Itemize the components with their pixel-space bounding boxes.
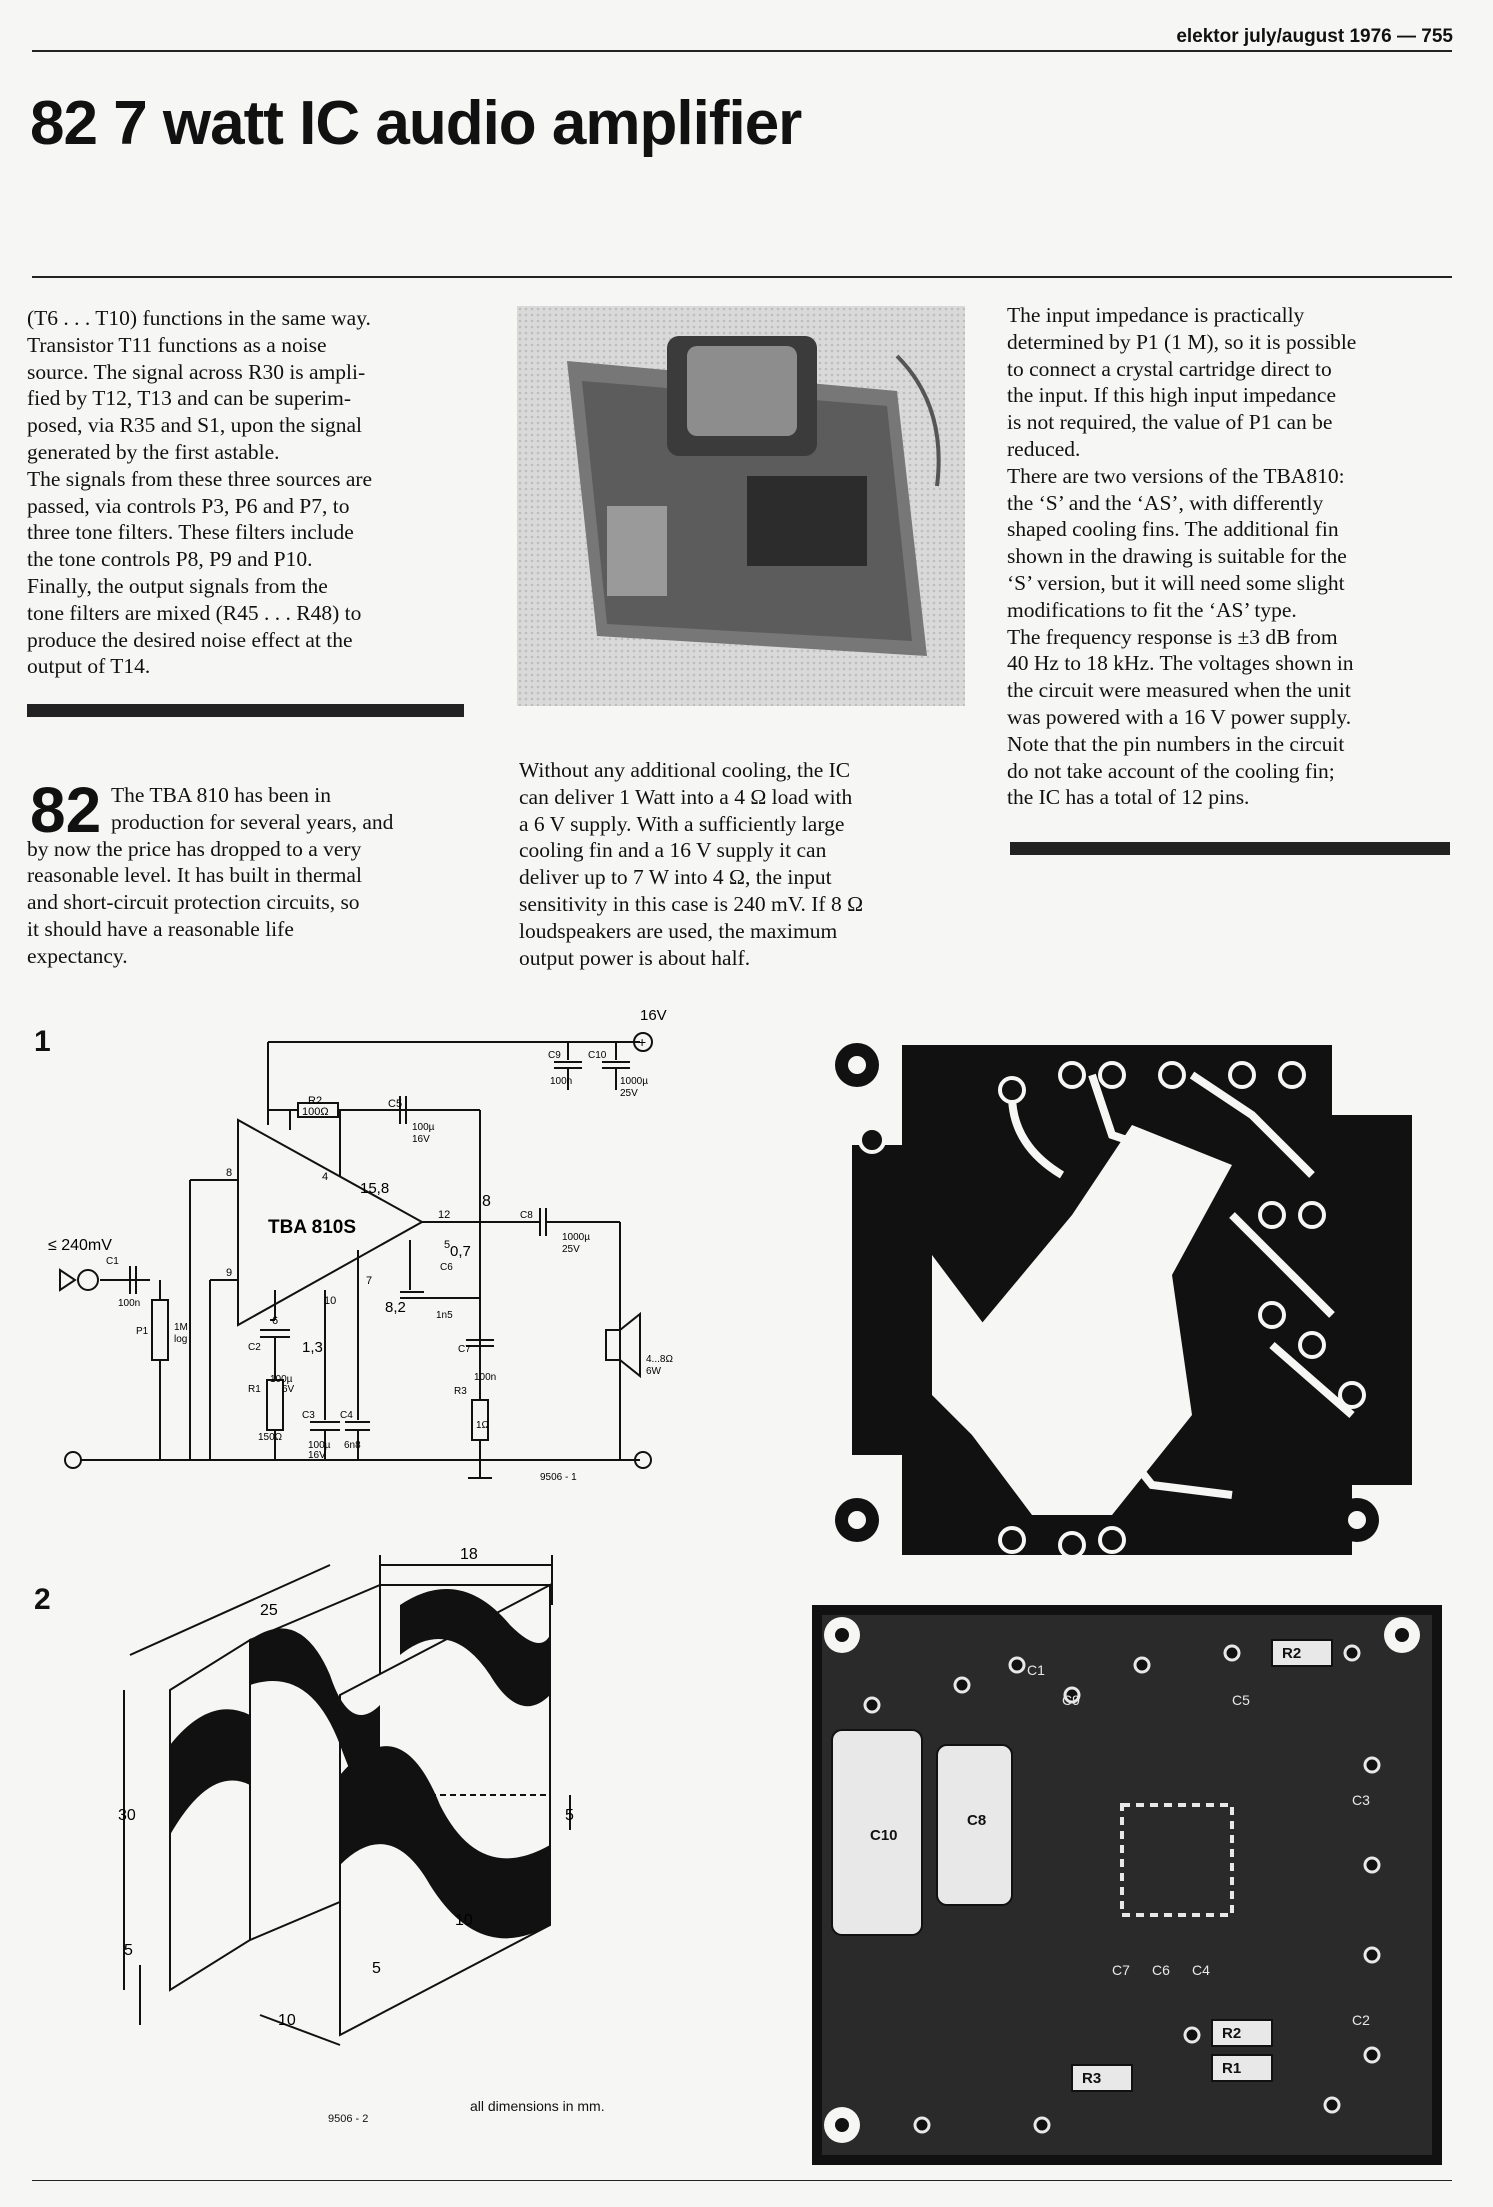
text-line: The signals from these three sources are [27, 466, 373, 491]
text-line: sensitivity in this case is 240 mV. If 8 Ω [519, 891, 864, 916]
text-line: was powered with a 16 V power supply. [1007, 704, 1352, 729]
voltage-15-8: 15,8 [360, 1180, 390, 1197]
label-c5-value: 100µ [412, 1122, 435, 1133]
amplifier-photo [517, 306, 965, 706]
supply-label: 16V [640, 1007, 667, 1024]
label-c9-value: 100n [550, 1076, 573, 1087]
label-c8-value: 1000µ [562, 1232, 591, 1243]
pin-9: 9 [226, 1267, 233, 1279]
text-line: modifications to fit the ‘AS’ type. [1007, 597, 1297, 622]
label-c4-value: 6n8 [344, 1440, 361, 1451]
text-line: by now the price has dropped to a very [27, 836, 362, 861]
text-line: Note that the pin numbers in the circuit [1007, 731, 1345, 756]
label-c10-voltage: 25V [620, 1088, 638, 1099]
header-rule [32, 50, 1452, 52]
comp-r2: R2 [1222, 2025, 1242, 2042]
text-line: production for several years, and [111, 809, 394, 834]
figure-2-label: 2 [34, 1583, 51, 1616]
label-p1-value: 1M [174, 1322, 188, 1333]
speaker-impedance: 4...8Ω [646, 1354, 673, 1365]
label-c6-value: 1n5 [436, 1310, 453, 1321]
dimension-30: 30 [118, 1807, 136, 1824]
label-r1-value: 150Ω [258, 1432, 283, 1443]
title-rule [32, 276, 1452, 278]
text-line: the input. If this high input impedance [1007, 383, 1337, 408]
text-line: Without any additional cooling, the IC [519, 758, 851, 782]
comp-r1-top: R2 [1282, 1645, 1302, 1662]
label-r2: R2 [308, 1095, 323, 1107]
label-p1: P1 [136, 1326, 149, 1337]
label-r3-value: 1Ω [476, 1420, 490, 1431]
comp-c6: C6 [1152, 1962, 1170, 1978]
pin-4: 4 [322, 1171, 329, 1183]
text-line: the tone controls P8, P9 and P10. [27, 547, 313, 572]
running-head: elektor july/august 1976 — 755 [1176, 26, 1453, 47]
label-c9: C9 [548, 1050, 561, 1061]
comp-c7: C7 [1112, 1962, 1130, 1978]
label-c7: C7 [458, 1344, 471, 1355]
text-line: tone filters are mixed (R45 . . . R48) to [27, 600, 362, 625]
dimension-5-right: 5 [565, 1807, 574, 1824]
comp-c1: C1 [1027, 1662, 1045, 1678]
pin-8-output: 8 [482, 1193, 491, 1210]
text-line: The input impedance is practically [1007, 303, 1305, 327]
text-line: produce the desired noise effect at the [27, 627, 353, 652]
comp-c3: C3 [1352, 1792, 1370, 1808]
text-line: Finally, the output signals from the [27, 573, 328, 598]
pin-7: 7 [366, 1275, 373, 1287]
text-line: to connect a crystal cartridge direct to [1007, 356, 1332, 381]
text-line: loudspeakers are used, the maximum [519, 918, 838, 943]
label-c7-value: 100n [474, 1372, 497, 1383]
dimension-10-right: 10 [455, 1912, 473, 1929]
column-1-bar [27, 704, 464, 717]
label-p1-taper: log [174, 1334, 188, 1345]
comp-c4: C4 [1192, 1962, 1210, 1978]
pin-5: 5 [444, 1239, 451, 1251]
text-line: the circuit were measured when the unit [1007, 678, 1351, 703]
label-c1-value: 100n [118, 1298, 141, 1309]
text-line: fied by T12, T13 and can be superim- [27, 386, 352, 411]
voltage-0-7: 0,7 [450, 1243, 471, 1260]
comp-r1: R1 [1222, 2060, 1242, 2077]
comp-c9: C9 [1062, 1692, 1080, 1708]
text-line: can deliver 1 Watt into a 4 Ω load with [519, 784, 853, 809]
text-line: shaped cooling fins. The additional fin [1007, 517, 1339, 542]
text-line: shown in the drawing is suitable for the [1007, 544, 1347, 569]
ic-name: TBA 810S [268, 1217, 356, 1238]
text-line: The TBA 810 has been in [111, 783, 331, 807]
text-line: it should have a reasonable life [27, 916, 294, 941]
dimension-25: 25 [260, 1602, 278, 1619]
label-c8-voltage: 25V [562, 1244, 580, 1255]
label-c10: C10 [588, 1050, 607, 1061]
text-line: posed, via R35 and S1, upon the signal [27, 413, 363, 438]
text-line: Transistor T11 functions as a noise [27, 332, 327, 357]
input-level-label: ≤ 240mV [48, 1237, 112, 1254]
label-c2-value: 100µ [270, 1374, 293, 1385]
figure-2-code: 9506 - 2 [328, 2113, 369, 2125]
label-c8: C8 [520, 1210, 533, 1221]
text-line: The frequency response is ±3 dB from [1007, 624, 1338, 649]
text-line: and short-circuit protection circuits, so [27, 890, 360, 915]
dimension-10-bottom: 10 [278, 2012, 296, 2029]
column-3 [1007, 302, 1467, 811]
text-line: passed, via controls P3, P6 and P7, to [27, 493, 350, 518]
text-line: ‘S’ version, but it will need some slight [1007, 570, 1345, 595]
comp-c10: C10 [870, 1827, 898, 1844]
voltage-1-3: 1,3 [302, 1339, 323, 1356]
text-line: deliver up to 7 W into 4 Ω, the input [519, 865, 832, 890]
label-c6: C6 [440, 1262, 453, 1273]
text-line: generated by the first astable. [27, 439, 280, 464]
column-3-bar [1010, 842, 1450, 855]
text-line: is not required, the value of P1 can be [1007, 410, 1333, 435]
voltage-8-2: 8,2 [385, 1299, 406, 1316]
text-line: cooling fin and a 16 V supply it can [519, 838, 827, 863]
text-line: output power is about half. [519, 945, 751, 970]
label-r2-value: 100Ω [302, 1106, 329, 1118]
comp-c2: C2 [1352, 2012, 1370, 2028]
pin-6: 6 [272, 1315, 279, 1327]
column-1-bottom [27, 782, 477, 970]
text-line: reduced. [1007, 436, 1081, 461]
cooling-fin-drawing [100, 1545, 700, 2065]
text-line: a 6 V supply. With a sufficiently large [519, 811, 845, 836]
article-title: 82 7 watt IC audio amplifier [30, 89, 802, 158]
comp-r3: R3 [1082, 2070, 1102, 2087]
label-c4: C4 [340, 1410, 353, 1421]
supply-plus: + [638, 1034, 647, 1050]
label-c5-voltage: 16V [412, 1134, 430, 1145]
label-c3: C3 [302, 1410, 315, 1421]
comp-c8: C8 [967, 1812, 987, 1829]
label-c2: C2 [248, 1342, 261, 1353]
dimension-5-left: 5 [124, 1942, 133, 1959]
text-line: 40 Hz to 18 kHz. The voltages shown in [1007, 651, 1354, 676]
label-c2-voltage: 6V [282, 1384, 295, 1395]
footer-rule [32, 2180, 1452, 2181]
text-line: the IC has a total of 12 pins. [1007, 785, 1250, 810]
label-c5: C5 [388, 1098, 403, 1110]
column-1-top [27, 305, 477, 680]
pin-12: 12 [438, 1209, 451, 1221]
text-line: three tone filters. These filters include [27, 520, 354, 545]
text-line: reasonable level. It has built in thermal [27, 863, 362, 888]
label-c10-value: 1000µ [620, 1076, 649, 1087]
label-c3-value: 100µ [308, 1440, 331, 1451]
section-number: 82 [30, 774, 102, 846]
text-line: the ‘S’ and the ‘AS’, with differently [1007, 490, 1324, 515]
label-r3: R3 [454, 1386, 467, 1397]
text-line: There are two versions of the TBA810: [1007, 463, 1345, 488]
label-c3-voltage: 16V [308, 1450, 326, 1461]
text-line: output of T14. [27, 654, 151, 679]
text-line: (T6 . . . T10) functions in the same way. [27, 306, 371, 330]
label-c1: C1 [106, 1256, 119, 1267]
pcb-track-layout [812, 1015, 1452, 1590]
figure-1-code: 9506 - 1 [540, 1472, 577, 1483]
text-line: determined by P1 (1 M), so it is possible [1007, 329, 1357, 354]
pin-8: 8 [226, 1167, 233, 1179]
dimension-5-bottom: 5 [372, 1960, 381, 1977]
pcb-component-layout [812, 1605, 1442, 2165]
dimension-18: 18 [460, 1546, 478, 1563]
pin-10: 10 [324, 1295, 337, 1307]
text-line: do not take account of the cooling fin; [1007, 758, 1335, 783]
speaker-power: 6W [646, 1366, 661, 1377]
label-r1: R1 [248, 1384, 261, 1395]
comp-c5: C5 [1232, 1692, 1250, 1708]
figure-1-label: 1 [34, 1025, 51, 1058]
circuit-schematic [40, 1000, 720, 1500]
column-2-bottom [519, 757, 979, 971]
dimensions-note: all dimensions in mm. [470, 2098, 605, 2114]
text-line: source. The signal across R30 is ampli- [27, 359, 366, 384]
text-line: expectancy. [27, 943, 128, 968]
